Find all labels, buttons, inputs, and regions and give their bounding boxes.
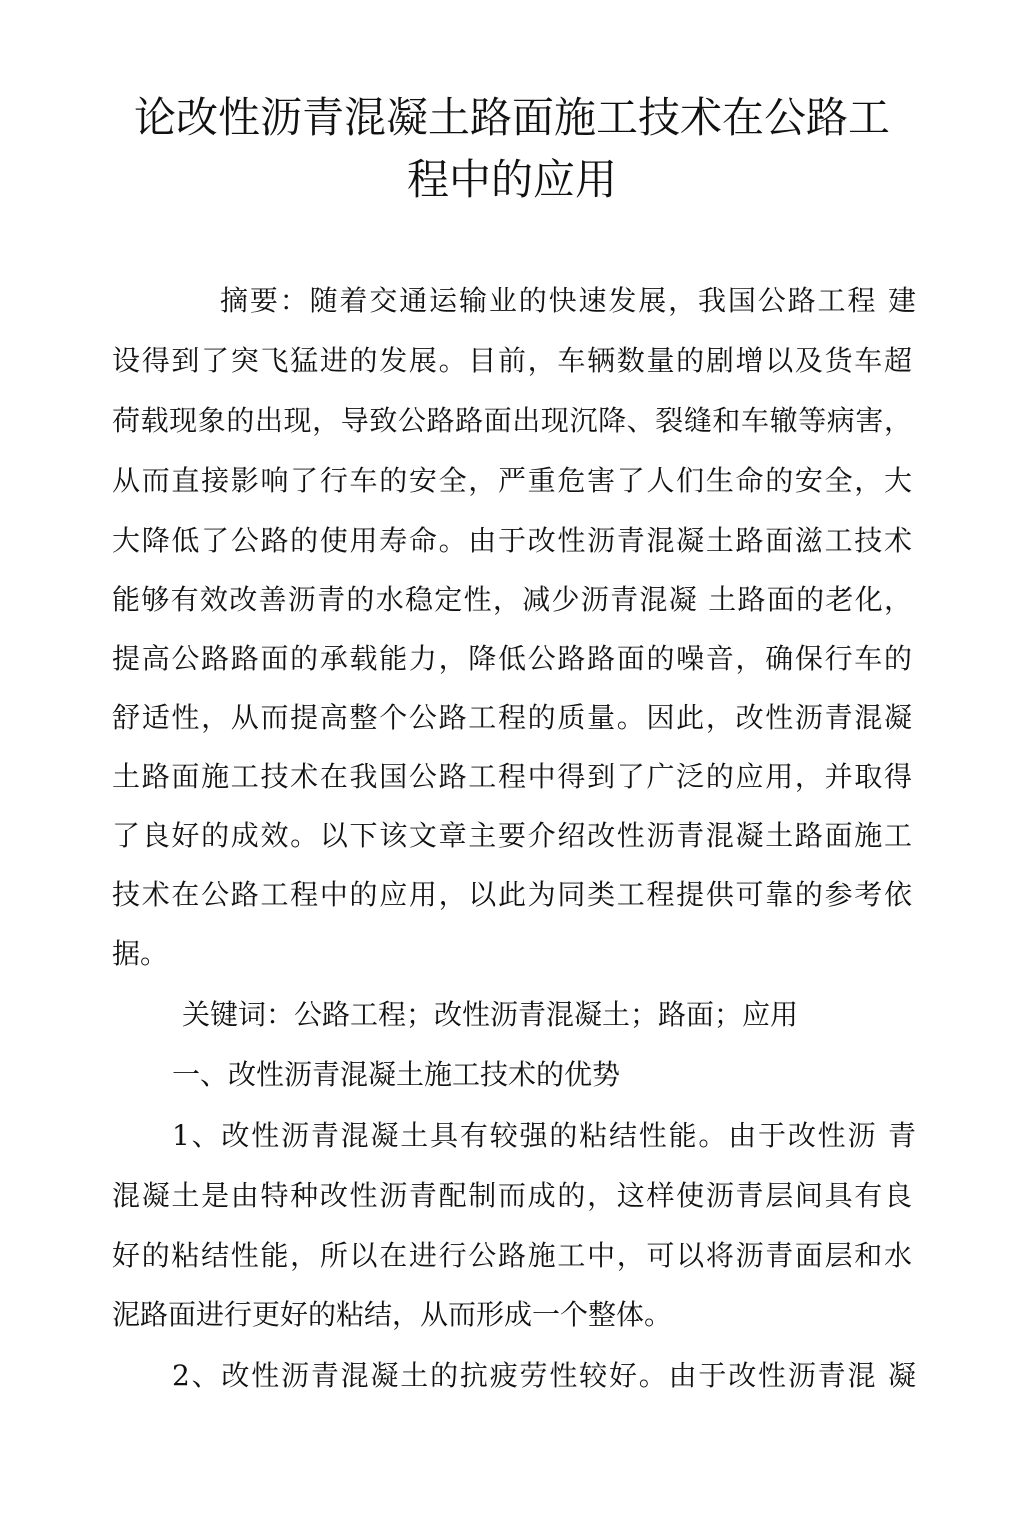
- abstract-line-8: 舒适性，从而提高整个公路工程的质量。因此，改性沥青混凝: [112, 701, 912, 734]
- abstract-line-2: 设得到了突飞猛进的发展。目前，车辆数量的剧增以及货车超: [112, 344, 912, 377]
- point-2-line-1: 2、改性沥青混凝土的抗疲劳性较好。由于改性沥青混 凝: [172, 1359, 916, 1392]
- abstract-line-4: 从而直接影响了行车的安全，严重危害了人们生命的安全，大: [112, 464, 912, 497]
- abstract-line-5: 大降低了公路的使用寿命。由于改性沥青混凝土路面滋工技术: [112, 524, 912, 557]
- abstract-line-1: 摘要：随着交通运输业的快速发展，我国公路工程 建: [220, 284, 916, 317]
- abstract-line-12: 据。: [112, 937, 169, 970]
- abstract-line-6: 能够有效改善沥青的水稳定性，减少沥青混凝 土路面的老化，: [112, 583, 912, 616]
- point-1-line-3: 好的粘结性能，所以在进行公路施工中，可以将沥青面层和水: [112, 1239, 912, 1272]
- abstract-line-3: 荷载现象的出现，导致公路路面出现沉降、裂缝和车辙等病害，: [112, 404, 912, 437]
- document-title-line-2: 程中的应用: [406, 155, 617, 204]
- point-1-line-4: 泥路面进行更好的粘结，从而形成一个整体。: [112, 1298, 673, 1331]
- point-1-line-1: 1、改性沥青混凝土具有较强的粘结性能。由于改性沥 青: [172, 1119, 916, 1152]
- abstract-line-7: 提高公路路面的承载能力，降低公路路面的噪音，确保行车的: [112, 642, 912, 675]
- document-title-line-1: 论改性沥青混凝土路面施工技术在公路工: [133, 93, 890, 142]
- abstract-line-9: 土路面施工技术在我国公路工程中得到了广泛的应用，并取得: [112, 760, 912, 793]
- abstract-line-10: 了良好的成效。以下该文章主要介绍改性沥青混凝土路面施工: [112, 819, 912, 852]
- section-heading: 一、改性沥青混凝土施工技术的优势: [172, 1058, 621, 1091]
- point-1-line-2: 混凝土是由特种改性沥青配制而成的，这样使沥青层间具有良: [112, 1179, 912, 1212]
- keywords: 关键词：公路工程；改性沥青混凝土；路面；应用: [182, 998, 799, 1031]
- abstract-line-11: 技术在公路工程中的应用，以此为同类工程提供可靠的参考依: [112, 878, 912, 911]
